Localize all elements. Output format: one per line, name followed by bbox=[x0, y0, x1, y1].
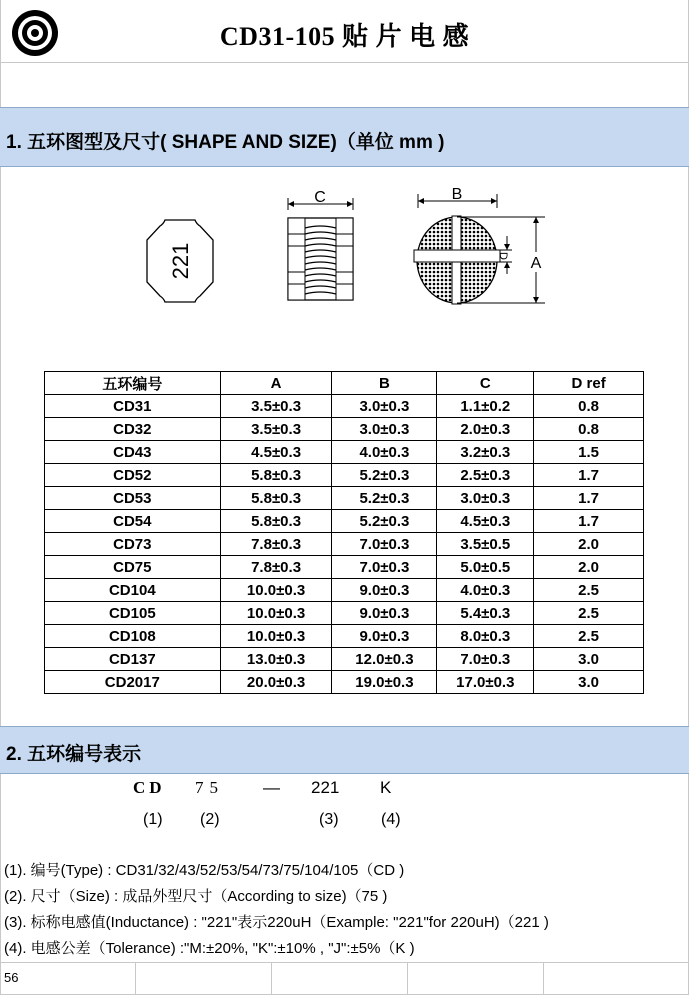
section-part-numbering-heading: 2. 五环编号表示 bbox=[6, 744, 142, 765]
cell-b: 7.0±0.3 bbox=[332, 533, 437, 556]
cell-d: 1.7 bbox=[534, 510, 644, 533]
table-row bbox=[45, 464, 644, 487]
cell-a: 3.5±0.3 bbox=[220, 395, 332, 418]
table-row bbox=[45, 648, 644, 671]
cell-part: CD105 bbox=[45, 602, 221, 625]
cell-part: CD52 bbox=[45, 464, 221, 487]
cell-d: 1.7 bbox=[534, 487, 644, 510]
cell-c: 17.0±0.3 bbox=[437, 671, 534, 694]
note-tolerance: (4). 电感公差（Tolerance) :"M:±20%, "K":±10% , "J":±5%（K ) bbox=[4, 940, 415, 957]
cell-part: CD137 bbox=[45, 648, 221, 671]
cell-d: 3.0 bbox=[534, 671, 644, 694]
cell-d: 2.5 bbox=[534, 579, 644, 602]
code-tolerance: K bbox=[380, 778, 392, 797]
table-row bbox=[45, 418, 644, 441]
cell-c: 3.2±0.3 bbox=[437, 441, 534, 464]
table-header-row bbox=[45, 372, 644, 395]
table-row bbox=[45, 487, 644, 510]
header-a: A bbox=[220, 372, 332, 395]
cell-b: 12.0±0.3 bbox=[332, 648, 437, 671]
cell-b: 5.2±0.3 bbox=[332, 464, 437, 487]
table-row bbox=[45, 602, 644, 625]
cell-part: CD54 bbox=[45, 510, 221, 533]
cell-b: 7.0±0.3 bbox=[332, 556, 437, 579]
cell-part: CD108 bbox=[45, 625, 221, 648]
cell-b: 9.0±0.3 bbox=[332, 579, 437, 602]
cell-c: 8.0±0.3 bbox=[437, 625, 534, 648]
cell-a: 5.8±0.3 bbox=[220, 464, 332, 487]
table-row bbox=[45, 533, 644, 556]
cell-part: CD2017 bbox=[45, 671, 221, 694]
cell-part: CD73 bbox=[45, 533, 221, 556]
cell-a: 4.5±0.3 bbox=[220, 441, 332, 464]
label-a: A bbox=[530, 255, 542, 272]
cell-c: 5.4±0.3 bbox=[437, 602, 534, 625]
section-shape-size-header bbox=[0, 107, 689, 167]
code-index-3: (3) bbox=[319, 811, 339, 828]
cell-c: 7.0±0.3 bbox=[437, 648, 534, 671]
cell-d: 0.8 bbox=[534, 395, 644, 418]
cell-a: 3.5±0.3 bbox=[220, 418, 332, 441]
dimension-table bbox=[44, 371, 644, 694]
code-index-1: (1) bbox=[143, 811, 163, 828]
bottom-view-drawing bbox=[414, 186, 546, 304]
header-b: B bbox=[332, 372, 437, 395]
code-index-4: (4) bbox=[381, 811, 401, 828]
table-row bbox=[45, 671, 644, 694]
note-inductance: (3). 标称电感值(Inductance) : "221"表示220uH（Example: "221"for 220uH)（221 ) bbox=[4, 914, 549, 931]
cell-a: 5.8±0.3 bbox=[220, 510, 332, 533]
cell-a: 5.8±0.3 bbox=[220, 487, 332, 510]
header-part-number: 五环编号 bbox=[45, 372, 221, 395]
cell-c: 3.0±0.3 bbox=[437, 487, 534, 510]
cell-d: 1.7 bbox=[534, 464, 644, 487]
table-row bbox=[45, 556, 644, 579]
label-c: C bbox=[314, 189, 326, 206]
cell-part: CD32 bbox=[45, 418, 221, 441]
cell-a: 10.0±0.3 bbox=[220, 579, 332, 602]
cell-b: 4.0±0.3 bbox=[332, 441, 437, 464]
cell-b: 5.2±0.3 bbox=[332, 510, 437, 533]
cell-c: 4.0±0.3 bbox=[437, 579, 534, 602]
cell-b: 5.2±0.3 bbox=[332, 487, 437, 510]
side-view-drawing bbox=[288, 189, 353, 300]
cell-d: 2.0 bbox=[534, 533, 644, 556]
cell-a: 10.0±0.3 bbox=[220, 625, 332, 648]
cell-part: CD75 bbox=[45, 556, 221, 579]
inductor-dimension-drawing bbox=[0, 170, 689, 370]
top-view-marking: 221 bbox=[168, 242, 193, 280]
cell-b: 9.0±0.3 bbox=[332, 625, 437, 648]
cell-d: 1.5 bbox=[534, 441, 644, 464]
page-number: 56 bbox=[4, 970, 19, 985]
code-index-2: (2) bbox=[200, 811, 220, 828]
table-row bbox=[45, 510, 644, 533]
section-part-numbering-header bbox=[0, 726, 689, 774]
cell-c: 2.0±0.3 bbox=[437, 418, 534, 441]
note-size: (2). 尺寸（Size) : 成品外型尺寸（According to size)（75 ) bbox=[4, 888, 388, 905]
cell-d: 2.5 bbox=[534, 602, 644, 625]
cell-a: 20.0±0.3 bbox=[220, 671, 332, 694]
top-view-drawing bbox=[147, 220, 213, 302]
page-title: CD31-105 贴 片 电 感 bbox=[219, 22, 470, 51]
table-row bbox=[45, 625, 644, 648]
cell-part: CD53 bbox=[45, 487, 221, 510]
cell-a: 13.0±0.3 bbox=[220, 648, 332, 671]
cell-c: 2.5±0.3 bbox=[437, 464, 534, 487]
cell-a: 10.0±0.3 bbox=[220, 602, 332, 625]
cell-c: 5.0±0.5 bbox=[437, 556, 534, 579]
cell-part: CD104 bbox=[45, 579, 221, 602]
cell-c: 3.5±0.5 bbox=[437, 533, 534, 556]
cell-c: 1.1±0.2 bbox=[437, 395, 534, 418]
cell-d: 2.5 bbox=[534, 625, 644, 648]
section-shape-size-heading: 1. 五环图型及尺寸( SHAPE AND SIZE)（单位 mm ) bbox=[6, 132, 445, 153]
header-c: C bbox=[437, 372, 534, 395]
cell-b: 3.0±0.3 bbox=[332, 395, 437, 418]
code-inductance: 221 bbox=[311, 778, 340, 797]
note-type: (1). 编号(Type) : CD31/32/43/52/53/54/73/75/104/105（CD ) bbox=[4, 862, 405, 879]
label-b: B bbox=[451, 186, 463, 203]
table-row bbox=[45, 395, 644, 418]
cell-part: CD43 bbox=[45, 441, 221, 464]
cell-c: 4.5±0.3 bbox=[437, 510, 534, 533]
cell-b: 3.0±0.3 bbox=[332, 418, 437, 441]
cell-part: CD31 bbox=[45, 395, 221, 418]
table-row bbox=[45, 579, 644, 602]
cell-d: 3.0 bbox=[534, 648, 644, 671]
cell-b: 9.0±0.3 bbox=[332, 602, 437, 625]
cell-d: 0.8 bbox=[534, 418, 644, 441]
cell-a: 7.8±0.3 bbox=[220, 533, 332, 556]
code-series: CD bbox=[133, 778, 166, 797]
code-dash: — bbox=[263, 778, 280, 797]
header-d-ref: D ref bbox=[534, 372, 644, 395]
table-row bbox=[45, 441, 644, 464]
cell-d: 2.0 bbox=[534, 556, 644, 579]
code-size: 75 bbox=[195, 778, 224, 797]
label-d: D bbox=[497, 252, 509, 260]
cell-b: 19.0±0.3 bbox=[332, 671, 437, 694]
cell-a: 7.8±0.3 bbox=[220, 556, 332, 579]
